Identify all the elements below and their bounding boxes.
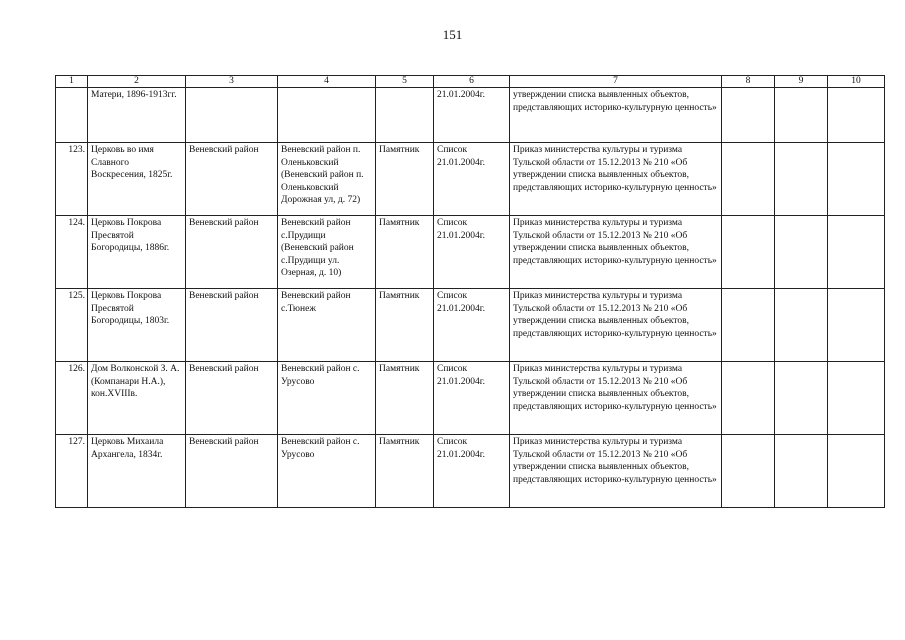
cell-type — [376, 88, 434, 143]
cell-empty — [722, 88, 775, 143]
cell-empty — [828, 435, 885, 508]
table-row — [56, 362, 885, 435]
cell-empty — [775, 143, 828, 216]
cell-district: Веневский район — [186, 289, 278, 362]
cell-location — [278, 88, 376, 143]
page-number: 151 — [442, 27, 463, 42]
cell-empty — [722, 362, 775, 435]
cell-type: Памятник — [376, 362, 434, 435]
cell-list-date: 21.01.2004г. — [434, 88, 510, 143]
column-header: 3 — [186, 76, 278, 88]
cell-location: Веневский район с.Прудищи (Веневский район с.Прудищи ул. Озерная, д. 10) — [278, 216, 376, 289]
cell-empty — [775, 88, 828, 143]
column-header: 9 — [775, 76, 828, 88]
cell-empty — [722, 289, 775, 362]
cell-object-name: Церковь Покрова Пресвятой Богородицы, 1886г. — [88, 216, 186, 289]
cell-location: Веневский район п. Оленьковский (Веневский район п. Оленьковский Дорожная ул, д. 72) — [278, 143, 376, 216]
cell-type: Памятник — [376, 435, 434, 508]
column-header: 5 — [376, 76, 434, 88]
column-header: 6 — [434, 76, 510, 88]
cell-object-name: Церковь Покрова Пресвятой Богородицы, 1803г. — [88, 289, 186, 362]
column-header: 4 — [278, 76, 376, 88]
cell-empty — [775, 362, 828, 435]
cell-type: Памятник — [376, 289, 434, 362]
cell-number: 123. — [56, 143, 88, 216]
cell-list-date: Список 21.01.2004г. — [434, 216, 510, 289]
cell-list-date: Список 21.01.2004г. — [434, 143, 510, 216]
cell-empty — [828, 88, 885, 143]
cell-district: Веневский район — [186, 435, 278, 508]
column-header: 8 — [722, 76, 775, 88]
cell-empty — [828, 216, 885, 289]
cell-order: Приказ министерства культуры и туризма Тульской области от 15.12.2013 № 210 «Об утверждении списка выявленных объектов, представляющих историко-культурную ценность» — [510, 289, 722, 362]
table-row — [56, 289, 885, 362]
column-header: 1 — [56, 76, 88, 88]
cell-object-name: Церковь Михаила Архангела, 1834г. — [88, 435, 186, 508]
cell-district: Веневский район — [186, 216, 278, 289]
cell-empty — [775, 435, 828, 508]
cell-district: Веневский район — [186, 362, 278, 435]
cell-object-name: Дом Волконской З. А. (Компанари Н.А.), кон.XVIIIв. — [88, 362, 186, 435]
cell-district — [186, 88, 278, 143]
cell-location: Веневский район с. Урусово — [278, 362, 376, 435]
cell-order: Приказ министерства культуры и туризма Тульской области от 15.12.2013 № 210 «Об утверждении списка выявленных объектов, представляющих историко-культурную ценность» — [510, 435, 722, 508]
cell-order: Приказ министерства культуры и туризма Тульской области от 15.12.2013 № 210 «Об утверждении списка выявленных объектов, представляющих историко-культурную ценность» — [510, 216, 722, 289]
column-number-header-row — [56, 76, 885, 88]
cell-order: Приказ министерства культуры и туризма Тульской области от 15.12.2013 № 210 «Об утверждении списка выявленных объектов, представляющих историко-культурную ценность» — [510, 362, 722, 435]
cell-type: Памятник — [376, 216, 434, 289]
cell-empty — [828, 362, 885, 435]
cell-number: 126. — [56, 362, 88, 435]
cell-type: Памятник — [376, 143, 434, 216]
cell-object-name: Церковь во имя Славного Воскресения, 1825г. — [88, 143, 186, 216]
cell-empty — [828, 289, 885, 362]
column-header: 7 — [510, 76, 722, 88]
cell-empty — [775, 289, 828, 362]
cell-empty — [775, 216, 828, 289]
cell-location: Веневский район с. Урусово — [278, 435, 376, 508]
table-row — [56, 143, 885, 216]
heritage-registry-table — [55, 75, 885, 508]
cell-number: 124. — [56, 216, 88, 289]
cell-empty — [722, 216, 775, 289]
cell-object-name: Матери, 1896-1913гг. — [88, 88, 186, 143]
cell-list-date: Список 21.01.2004г. — [434, 435, 510, 508]
cell-number: 125. — [56, 289, 88, 362]
column-header: 2 — [88, 76, 186, 88]
cell-list-date: Список 21.01.2004г. — [434, 362, 510, 435]
cell-empty — [722, 435, 775, 508]
cell-number: 127. — [56, 435, 88, 508]
cell-empty — [722, 143, 775, 216]
cell-location: Веневский район с.Тюнеж — [278, 289, 376, 362]
cell-list-date: Список 21.01.2004г. — [434, 289, 510, 362]
column-header: 10 — [828, 76, 885, 88]
table-row — [56, 216, 885, 289]
cell-number — [56, 88, 88, 143]
table-row — [56, 435, 885, 508]
continuation-row — [56, 88, 885, 143]
cell-empty — [828, 143, 885, 216]
cell-order: утверждении списка выявленных объектов, представляющих историко-культурную ценность» — [510, 88, 722, 143]
cell-district: Веневский район — [186, 143, 278, 216]
cell-order: Приказ министерства культуры и туризма Тульской области от 15.12.2013 № 210 «Об утверждении списка выявленных объектов, представляющих историко-культурную ценность» — [510, 143, 722, 216]
